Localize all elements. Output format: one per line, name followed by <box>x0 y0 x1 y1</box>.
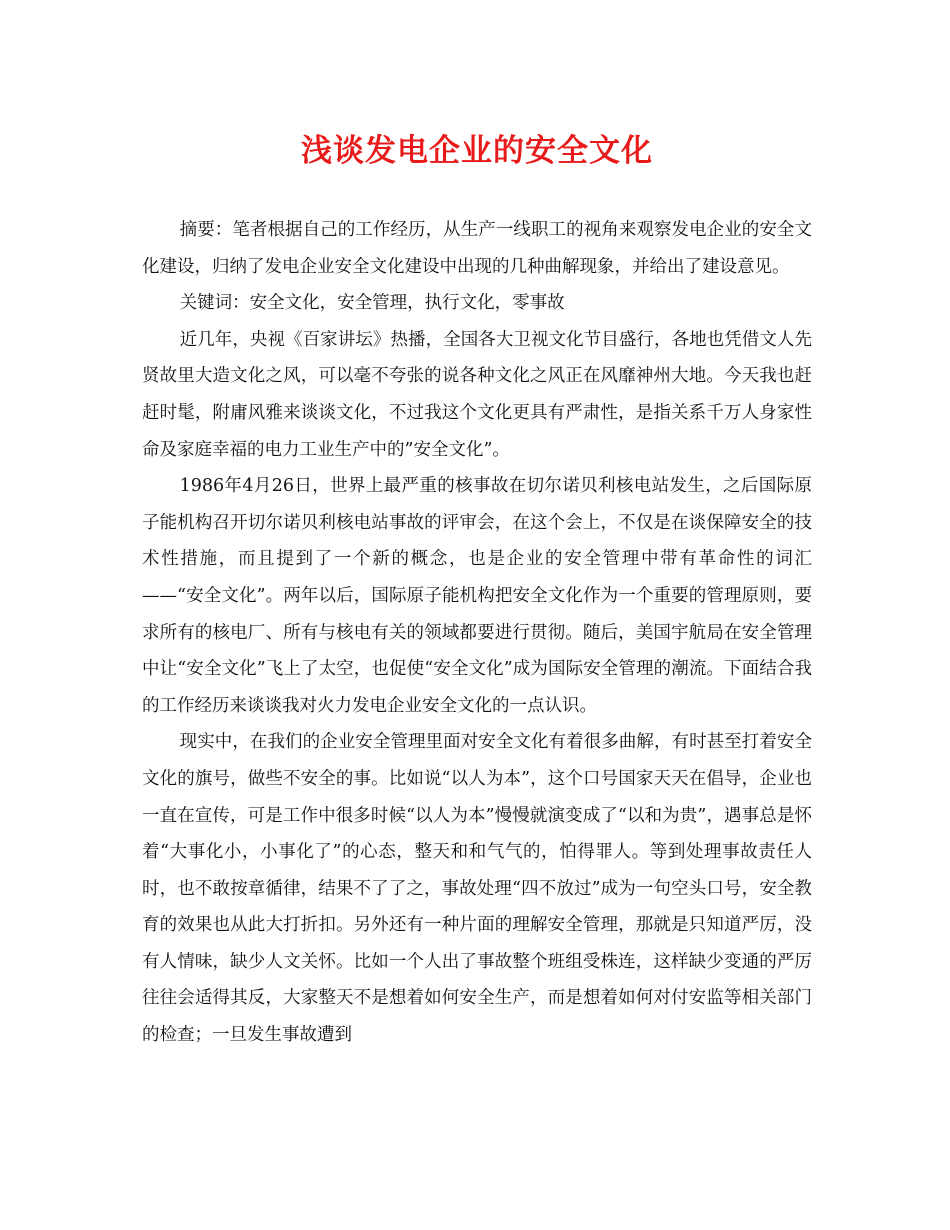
body-paragraph: 1986年4月26日，世界上最严重的核事故在切尔诺贝利核电站发生，之后国际原子能机构召开切尔诺贝利核电站事故的评审会，在这个会上，不仅是在谈保障安全的技术性措施，而且提到了一个新的概念，也是企业的安全管理中带有革命性的词汇——“安全文化”。两年以后，国际原子能机构把安全文化作为一个重要的管理原则，要求所有的核电厂、所有与核电有关的领域都要进行贯彻。随后，美国宇航局在安全管理中让“安全文化”飞上了太空，也促使“安全文化”成为国际安全管理的潮流。下面结合我的工作经历来谈谈我对火力发电企业安全文化的一点认识。 <box>142 476 812 716</box>
abstract-paragraph: 摘要：笔者根据自己的工作经历，从生产一线职工的视角来观察发电企业的安全文化建设，归纳了发电企业安全文化建设中出现的几种曲解现象，并给出了建设意见。 <box>142 220 812 277</box>
body-paragraph: 现实中，在我们的企业安全管理里面对安全文化有着很多曲解，有时甚至打着安全文化的旗号，做些不安全的事。比如说“以人为本”，这个口号国家天天在倡导，企业也一直在宣传，可是工作中很多时候“以人为本”慢慢就演变成了“以和为贵”，遇事总是怀着“大事化小，小事化了”的心态，整天和和气气的，怕得罪人。等到处理事故责任人时，也不敢按章循律，结果不了了之，事故处理“四不放过”成为一句空头口号，安全教育的效果也从此大打折扣。另外还有一种片面的理解安全管理，那就是只知道严厉，没有人情味，缺少人文关怀。比如一个人出了事故整个班组受株连，这样缺少变通的严厉往往会适得其反，大家整天不是想着如何安全生产，而是想着如何对付安监等相关部门的检查；一旦发生事故遭到 <box>142 732 812 1046</box>
keywords-paragraph: 关键词：安全文化，安全管理，执行文化，零事故 <box>179 293 565 314</box>
document-title: 浅谈发电企业的安全文化 <box>301 133 653 169</box>
body-paragraph: 近几年，央视《百家讲坛》热播，全国各大卫视文化节目盛行，各地也凭借文人先贤故里大造文化之风，可以毫不夸张的说各种文化之风正在风靡神州大地。今天我也赶赶时髦，附庸风雅来谈谈文化，不过我这个文化更具有严肃性，是指关系千万人身家性命及家庭幸福的电力工业生产中的”安全文化”。 <box>142 329 812 460</box>
document-page <box>142 128 812 1054</box>
